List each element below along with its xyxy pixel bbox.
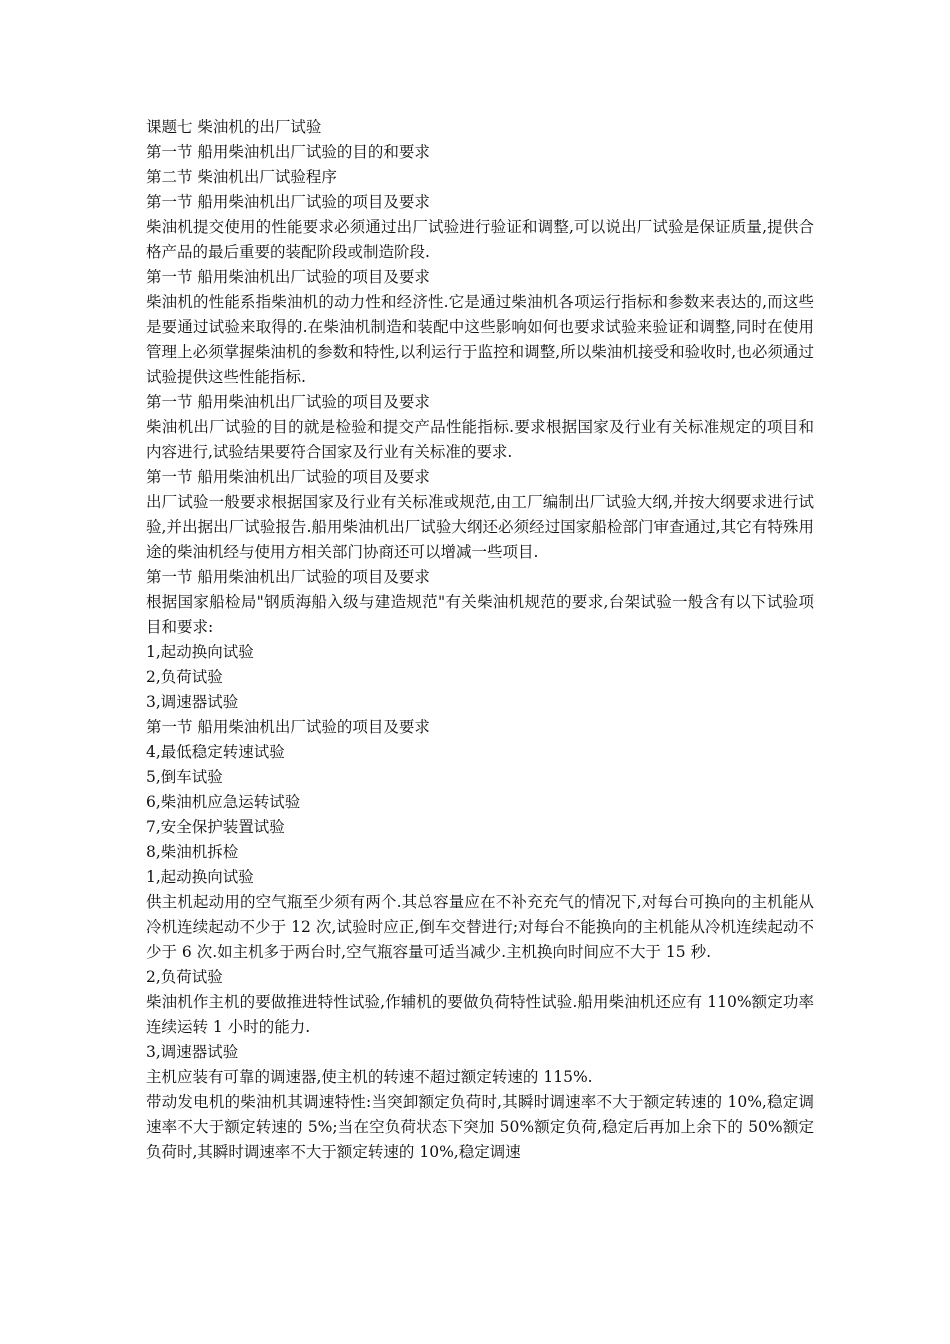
list-item: 8,柴油机拆检: [146, 843, 239, 861]
section-heading: 第一节 船用柴油机出厂试验的项目及要求: [146, 393, 430, 411]
list-item: 1,起动换向试验: [146, 643, 254, 661]
paragraph: 主机应装有可靠的调速器,使主机的转速不超过额定转速的 115%.: [146, 1068, 593, 1086]
list-item: 6,柴油机应急运转试验: [146, 793, 301, 811]
paragraph: 柴油机的性能系指柴油机的动力性和经济性.它是通过柴油机各项运行指标和参数来表达的,而这些是要通过试验来取得的.在柴油机制造和装配中这些影响如何也要求试验来验证和调整,同时在使用管理上必须掌握柴油机的参数和特性,以利运行于监控和调整,所以柴油机接受和验收时,也必须通过试验提供这些性能指标.: [146, 293, 814, 386]
section-heading: 第一节 船用柴油机出厂试验的项目及要求: [146, 468, 430, 486]
list-item: 3,调速器试验: [146, 693, 239, 711]
chapter-title: 课题七 柴油机的出厂试验: [146, 118, 322, 136]
document-body: [146, 115, 814, 1165]
paragraph: 供主机起动用的空气瓶至少须有两个.其总容量应在不补充充气的情况下,对每台可换向的主机能从冷机连续起动不少于 12 次,试验时应正,倒车交替进行;对每台不能换向的主机能从冷机连续起动不少于 6 次.如主机多于两台时,空气瓶容量可适当减少.主机换向时间应不大于 15 秒.: [146, 893, 814, 961]
paragraph: 根据国家船检局"钢质海船入级与建造规范"有关柴油机规范的要求,台架试验一般含有以下试验项目和要求:: [146, 593, 814, 636]
list-item: 7,安全保护装置试验: [146, 818, 285, 836]
subsection-heading: 1,起动换向试验: [146, 868, 254, 886]
section-heading: 第一节 船用柴油机出厂试验的项目及要求: [146, 193, 430, 211]
paragraph: 带动发电机的柴油机其调速特性:当突卸额定负荷时,其瞬时调速率不大于额定转速的 10%,稳定调速率不大于额定转速的 5%;当在空负荷状态下突加 50%额定负荷,稳定后再加上余下的 50%额定负荷时,其瞬时调速率不大于额定转速的 10%,稳定调速: [146, 1093, 814, 1161]
section-heading: 第一节 船用柴油机出厂试验的项目及要求: [146, 568, 430, 586]
paragraph: 柴油机出厂试验的目的就是检验和提交产品性能指标.要求根据国家及行业有关标准规定的项目和内容进行,试验结果要符合国家及行业有关标准的要求.: [146, 418, 814, 461]
section-heading: 第二节 柴油机出厂试验程序: [146, 168, 337, 186]
list-item: 5,倒车试验: [146, 768, 223, 786]
section-heading: 第一节 船用柴油机出厂试验的项目及要求: [146, 718, 430, 736]
section-heading: 第一节 船用柴油机出厂试验的项目及要求: [146, 268, 430, 286]
paragraph: 出厂试验一般要求根据国家及行业有关标准或规范,由工厂编制出厂试验大纲,并按大纲要求进行试验,并出据出厂试验报告.船用柴油机出厂试验大纲还必须经过国家船检部门审查通过,其它有特殊用途的柴油机经与使用方相关部门协商还可以增减一些项目.: [146, 493, 814, 561]
subsection-heading: 2,负荷试验: [146, 968, 223, 986]
paragraph: 柴油机作主机的要做推进特性试验,作辅机的要做负荷特性试验.船用柴油机还应有 110%额定功率连续运转 1 小时的能力.: [146, 993, 814, 1036]
section-heading: 第一节 船用柴油机出厂试验的目的和要求: [146, 143, 430, 161]
paragraph: 柴油机提交使用的性能要求必须通过出厂试验进行验证和调整,可以说出厂试验是保证质量,提供合格产品的最后重要的装配阶段或制造阶段.: [146, 218, 814, 261]
list-item: 4,最低稳定转速试验: [146, 743, 285, 761]
subsection-heading: 3,调速器试验: [146, 1043, 239, 1061]
list-item: 2,负荷试验: [146, 668, 223, 686]
